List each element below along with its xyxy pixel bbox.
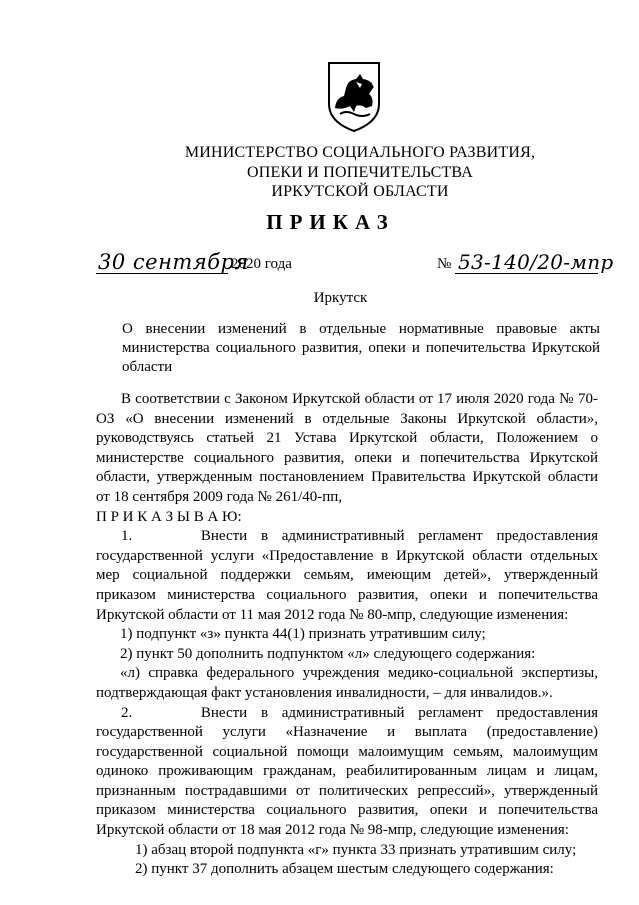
order-subject: О внесении изменений в отдельные нормативные правовые акты министерства социального развития, опеки и попечительства Иркутской области: [122, 321, 600, 375]
order-body: [96, 390, 598, 880]
date-suffix: 2020 года: [231, 256, 292, 272]
order-title: ПРИКАЗ: [266, 210, 395, 234]
item-2-subitem-1: 1) абзац второй подпункта «г» пункта 33 признать утратившим силу;: [135, 841, 577, 858]
number-underline: [455, 273, 598, 274]
order-word: П Р И К А З Ы В А Ю:: [96, 508, 242, 525]
date-underline: [96, 273, 228, 274]
city: Иркутск: [313, 290, 368, 306]
number-label: №: [437, 256, 452, 272]
item-1-paragraph: 1. Внести в административный регламент предоставления государственной услуги «Предоставление в Иркутской области отдельных мер социальной поддержки семьям, имеющим детей», утвержденный приказом министерства социального развития, опеки и попечительства Иркутской области от 11 мая 2012 года № 80-мпр, следующие изменения:: [96, 528, 598, 623]
number-handwritten: 53-140/20-мпр: [458, 250, 614, 274]
ministry-line-1: МИНИСТЕРСТВО СОЦИАЛЬНОГО РАЗВИТИЯ,: [184, 144, 536, 161]
item-1-subitem-1: 1) подпункт «з» пункта 44(1) признать утратившим силу;: [120, 626, 486, 643]
coat-of-arms-icon: [326, 60, 382, 134]
item-1-quote: «л) справка федерального учреждения медико-социальной экспертизы, подтверждающая факт установления инвалидности, – для инвалидов.».: [96, 665, 598, 701]
preamble-paragraph: В соответствии с Законом Иркутской области от 17 июля 2020 года № 70-ОЗ «О внесении изменений в отдельные Законы Иркутской области», руководствуясь статьей 21 Устава Иркутской области, Положением о министерстве социального развития, опеки и попечительства Иркутской области, утвержденным постановлением Правительства Иркутской области от 18 сентября 2009 года № 261/40-пп,: [96, 391, 598, 505]
ministry-line-3: ИРКУТСКОЙ ОБЛАСТИ: [271, 183, 449, 200]
item-2-paragraph: 2. Внести в административный регламент предоставления государственной услуги «Назначение и выплата (предоставление) государственной социальной помощи малоимущим семьям, малоимущим одиноко проживающим гражданам, реабилитированным лицам и лицам, признанным пострадавшими от политических репрессий», утвержденный приказом министерства социального развития, опеки и попечительства Иркутской области от 18 мая 2012 года № 98-мпр, следующие изменения:: [96, 704, 598, 839]
ministry-line-2: ОПЕКИ И ПОПЕЧИТЕЛЬСТВА: [246, 163, 474, 181]
ministry-name: [150, 143, 570, 202]
date-handwritten: 30 сентября: [98, 250, 249, 274]
item-2-subitem-2: 2) пункт 37 дополнить абзацем шестым следующего содержания:: [135, 861, 554, 878]
item-1-subitem-2: 2) пункт 50 дополнить подпунктом «л» следующего содержания:: [120, 645, 536, 662]
